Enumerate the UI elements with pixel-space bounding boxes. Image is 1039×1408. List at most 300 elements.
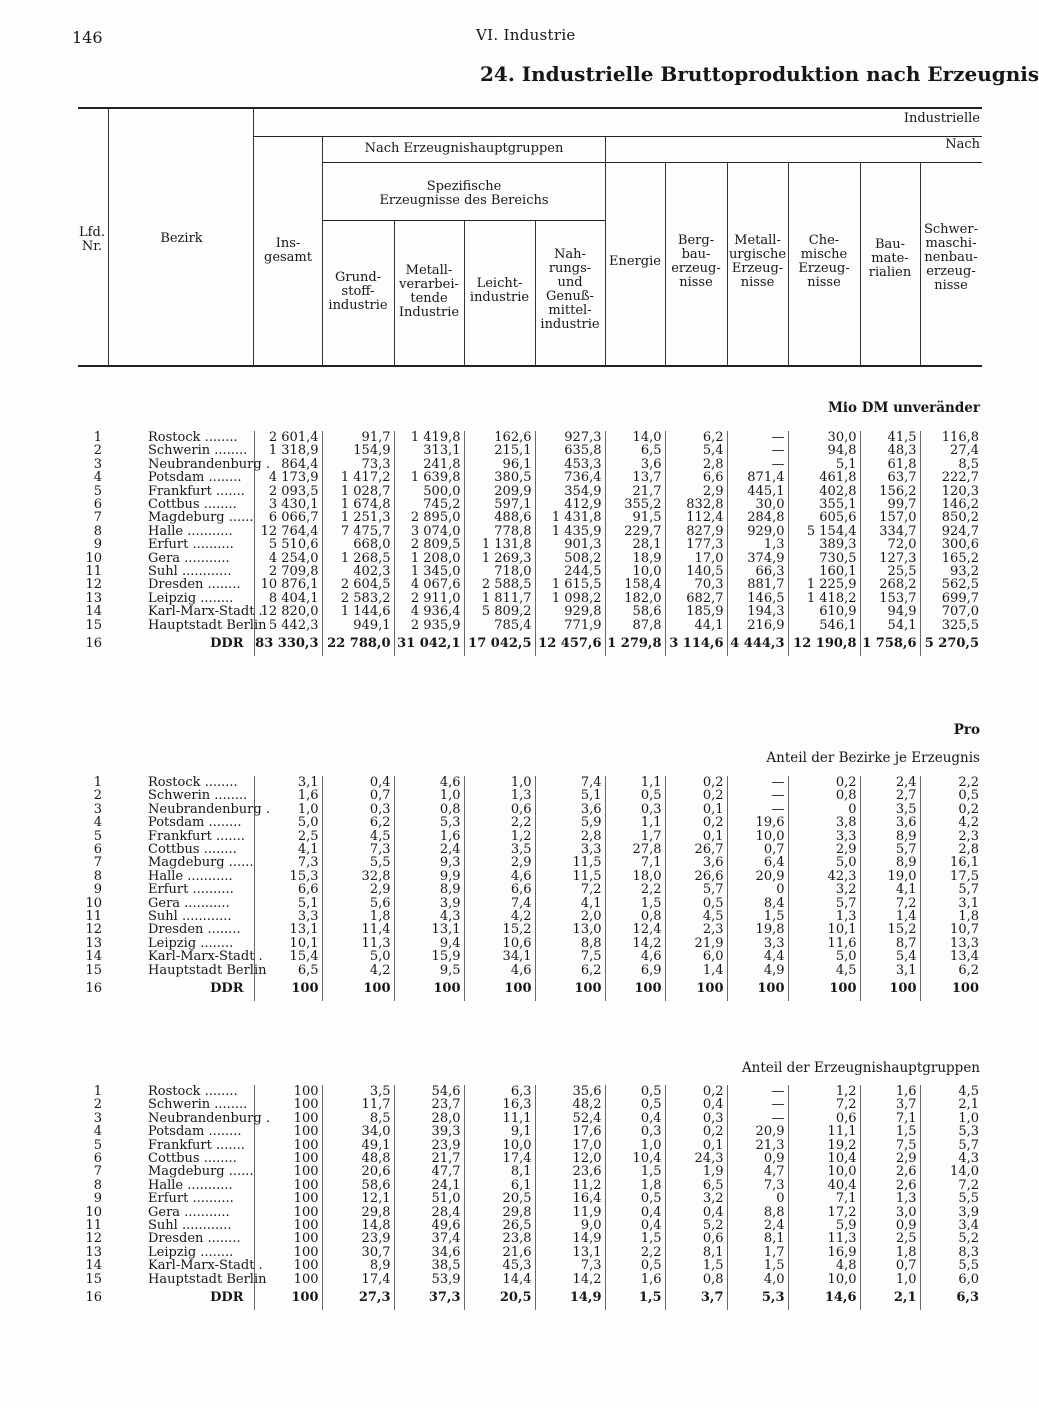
- value-cell: 100: [254, 1219, 322, 1232]
- value-cell: 4,6: [394, 776, 464, 789]
- row-number: 2: [93, 1097, 102, 1113]
- value-cell: 1,5: [727, 910, 788, 923]
- row-number: 16: [85, 981, 102, 997]
- value-cell: 4,1: [535, 897, 605, 910]
- table-row: [80, 1219, 982, 1232]
- table-row: [80, 843, 982, 856]
- header-nach-hauptgruppen: Nach Erzeugnishauptgruppen: [364, 141, 564, 156]
- value-cell: 11,1: [464, 1112, 535, 1125]
- table-row: [80, 1232, 982, 1245]
- section-label-anteil-bezirke: Anteil der Bezirke je Erzeugnis: [766, 750, 980, 766]
- value-cell: 6,3: [464, 1085, 535, 1098]
- value-cell: 6,2: [535, 964, 605, 977]
- value-cell: 3,1: [860, 964, 920, 977]
- value-cell: 1,5: [727, 1259, 788, 1272]
- value-cell: 1 615,5: [535, 578, 605, 591]
- value-cell: 23,9: [394, 1139, 464, 1152]
- header-lfd-nr: Lfd. Nr.: [79, 225, 105, 254]
- page-number: 146: [72, 28, 103, 47]
- value-cell: 0,5: [605, 1085, 665, 1098]
- value-cell: 0,9: [860, 1219, 920, 1232]
- total-cell: 2,1: [860, 1286, 920, 1310]
- bezirk-name: Schwerin ........: [148, 1097, 248, 1113]
- table-row: [80, 431, 982, 444]
- value-cell: 70,3: [665, 578, 727, 591]
- value-cell: 0,8: [605, 910, 665, 923]
- value-cell: 635,8: [535, 444, 605, 457]
- value-cell: 1 417,2: [322, 471, 394, 484]
- row-number: 15: [85, 962, 102, 978]
- value-cell: 1,8: [920, 910, 982, 923]
- value-cell: 736,4: [535, 471, 605, 484]
- value-cell: 20,6: [322, 1165, 394, 1178]
- row-number: 11: [85, 1218, 102, 1234]
- value-cell: 154,9: [322, 444, 394, 457]
- value-cell: 38,5: [394, 1259, 464, 1272]
- header-top-rule: [78, 107, 982, 109]
- value-cell: 6,0: [920, 1273, 982, 1286]
- value-cell: 20,5: [464, 1192, 535, 1205]
- value-cell: 20,9: [727, 870, 788, 883]
- value-cell: 0,2: [665, 776, 727, 789]
- row-number: 7: [93, 1164, 102, 1180]
- value-cell: 4,3: [394, 910, 464, 923]
- total-cell: 100: [665, 977, 727, 1001]
- value-cell: 15,2: [860, 923, 920, 936]
- value-cell: 5,1: [254, 897, 322, 910]
- value-cell: 3,4: [920, 1219, 982, 1232]
- bezirk-name: Leipzig ........: [148, 1244, 234, 1260]
- row-number: 2: [93, 788, 102, 804]
- value-cell: 1,0: [920, 1112, 982, 1125]
- value-cell: 871,4: [727, 471, 788, 484]
- value-cell: 72,0: [860, 538, 920, 551]
- value-cell: 4,4: [727, 950, 788, 963]
- total-cell: 100: [394, 977, 464, 1001]
- value-cell: 3,5: [464, 843, 535, 856]
- row-number: 7: [93, 855, 102, 871]
- table-row: [80, 937, 982, 950]
- value-cell: 5,4: [665, 444, 727, 457]
- value-cell: 26,7: [665, 843, 727, 856]
- bezirk-name: Hauptstadt Berlin: [148, 617, 267, 633]
- row-number: 7: [93, 510, 102, 526]
- value-cell: 389,3: [788, 538, 860, 551]
- value-cell: 15,2: [464, 923, 535, 936]
- value-cell: 73,3: [322, 458, 394, 471]
- value-cell: 2 895,0: [394, 511, 464, 524]
- value-cell: 24,1: [394, 1179, 464, 1192]
- value-cell: 8,9: [860, 830, 920, 843]
- row-number: 4: [93, 470, 102, 486]
- value-cell: 229,7: [605, 525, 665, 538]
- value-cell: 2,8: [665, 458, 727, 471]
- value-cell: 3,3: [727, 937, 788, 950]
- value-cell: 6,5: [665, 1179, 727, 1192]
- value-cell: 8,5: [920, 458, 982, 471]
- value-cell: 4,5: [920, 1085, 982, 1098]
- value-cell: 182,0: [605, 592, 665, 605]
- total-cell: 100: [535, 977, 605, 1001]
- section-label-mio-dm: Mio DM unveränder: [827, 400, 980, 416]
- value-cell: —: [727, 444, 788, 457]
- value-cell: 0,5: [605, 1192, 665, 1205]
- total-cell: 100: [254, 977, 322, 1001]
- value-cell: 5,4: [860, 950, 920, 963]
- value-cell: 44,1: [665, 619, 727, 632]
- bezirk-name: Frankfurt .......: [148, 828, 245, 844]
- value-cell: 49,6: [394, 1219, 464, 1232]
- value-cell: —: [727, 1112, 788, 1125]
- row-number: 4: [93, 815, 102, 831]
- value-cell: 3,7: [860, 1098, 920, 1111]
- total-cell: 100: [788, 977, 860, 1001]
- value-cell: 8,4: [727, 897, 788, 910]
- row-number: 16: [85, 1290, 102, 1306]
- value-cell: 21,7: [605, 485, 665, 498]
- value-cell: 63,7: [860, 471, 920, 484]
- value-cell: 17,4: [464, 1152, 535, 1165]
- table-row: [80, 1273, 982, 1286]
- table-row: [80, 923, 982, 936]
- header-metallverarbeitende: Metall- verarbei- tende Industrie: [398, 263, 460, 320]
- value-cell: 94,9: [860, 605, 920, 618]
- value-cell: 5 510,6: [254, 538, 322, 551]
- value-cell: 3,6: [605, 458, 665, 471]
- value-cell: 5,2: [665, 1219, 727, 1232]
- value-cell: 4 936,4: [394, 605, 464, 618]
- value-cell: 0,3: [322, 803, 394, 816]
- value-cell: 1,7: [605, 830, 665, 843]
- table-row: [80, 511, 982, 524]
- value-cell: 5,5: [322, 856, 394, 869]
- value-cell: 4,7: [727, 1165, 788, 1178]
- value-cell: 4,5: [788, 964, 860, 977]
- header-grundstoff: Grund- stoff- industrie: [328, 270, 388, 313]
- total-row: [80, 977, 982, 1001]
- value-cell: 3 430,1: [254, 498, 322, 511]
- value-cell: 5 442,3: [254, 619, 322, 632]
- value-cell: 100: [254, 1125, 322, 1138]
- value-cell: 1 251,3: [322, 511, 394, 524]
- value-cell: 0,4: [605, 1206, 665, 1219]
- value-cell: 9,3: [394, 856, 464, 869]
- row-number: 9: [93, 882, 102, 898]
- value-cell: 21,7: [394, 1152, 464, 1165]
- value-cell: 5,7: [788, 897, 860, 910]
- value-cell: 15,3: [254, 870, 322, 883]
- row-number: 13: [85, 935, 102, 951]
- value-cell: 605,6: [788, 511, 860, 524]
- value-cell: 546,1: [788, 619, 860, 632]
- value-cell: 14,0: [920, 1165, 982, 1178]
- value-cell: 6,2: [920, 964, 982, 977]
- value-cell: 355,1: [788, 498, 860, 511]
- value-cell: 355,2: [605, 498, 665, 511]
- value-cell: 26,5: [464, 1219, 535, 1232]
- value-cell: 2,8: [920, 843, 982, 856]
- row-number: 16: [85, 636, 102, 652]
- total-cell: 14,9: [535, 1286, 605, 1310]
- row-number: 5: [93, 483, 102, 499]
- data-table-mio-dm: [80, 431, 982, 656]
- section-prelabel-pro: Pro: [953, 722, 980, 738]
- total-label: DDR: [210, 636, 244, 652]
- value-cell: 1 225,9: [788, 578, 860, 591]
- value-cell: 4,1: [860, 883, 920, 896]
- total-cell: 100: [727, 977, 788, 1001]
- total-cell: 27,3: [322, 1286, 394, 1310]
- value-cell: 771,9: [535, 619, 605, 632]
- value-cell: 1,5: [605, 1232, 665, 1245]
- value-cell: 8,1: [727, 1232, 788, 1245]
- value-cell: 94,8: [788, 444, 860, 457]
- row-number: 12: [85, 577, 102, 593]
- value-cell: 2,3: [920, 830, 982, 843]
- table-row: [80, 1165, 982, 1178]
- row-number: 6: [93, 1151, 102, 1167]
- value-cell: 1,3: [788, 910, 860, 923]
- table-row: [80, 592, 982, 605]
- value-cell: 2 601,4: [254, 431, 322, 444]
- total-label: DDR: [210, 981, 244, 997]
- value-cell: 929,8: [535, 605, 605, 618]
- value-cell: 99,7: [860, 498, 920, 511]
- value-cell: 10 876,1: [254, 578, 322, 591]
- value-cell: 19,6: [727, 816, 788, 829]
- value-cell: 2,9: [788, 843, 860, 856]
- value-cell: 6,6: [665, 471, 727, 484]
- value-cell: 209,9: [464, 485, 535, 498]
- value-cell: 9,4: [394, 937, 464, 950]
- row-number: 8: [93, 868, 102, 884]
- value-cell: 100: [254, 1273, 322, 1286]
- bezirk-name: Erfurt ..........: [148, 537, 234, 553]
- row-number: 8: [93, 523, 102, 539]
- row-number: 6: [93, 497, 102, 513]
- value-cell: 8,7: [860, 937, 920, 950]
- value-cell: 1,8: [860, 1246, 920, 1259]
- value-cell: 4,9: [727, 964, 788, 977]
- value-cell: 1,4: [860, 910, 920, 923]
- bezirk-name: Schwerin ........: [148, 443, 248, 459]
- value-cell: 0,5: [605, 789, 665, 802]
- value-cell: 9,1: [464, 1125, 535, 1138]
- header-energie: Energie: [609, 254, 661, 269]
- value-cell: 9,0: [535, 1219, 605, 1232]
- value-cell: 4,8: [788, 1259, 860, 1272]
- value-cell: 17,2: [788, 1206, 860, 1219]
- value-cell: 216,9: [727, 619, 788, 632]
- value-cell: 13,0: [535, 923, 605, 936]
- row-number: 3: [93, 1110, 102, 1126]
- header-bezirk: Bezirk: [160, 231, 203, 246]
- value-cell: 864,4: [254, 458, 322, 471]
- value-cell: 45,3: [464, 1259, 535, 1272]
- value-cell: 5 809,2: [464, 605, 535, 618]
- value-cell: 4,5: [665, 910, 727, 923]
- header-chemische: Che- mische Erzeug- nisse: [798, 233, 850, 290]
- value-cell: 2,5: [254, 830, 322, 843]
- bezirk-name: Gera ...........: [148, 1204, 230, 1220]
- value-cell: 53,9: [394, 1273, 464, 1286]
- value-cell: 1,5: [605, 897, 665, 910]
- value-cell: 28,1: [605, 538, 665, 551]
- total-cell: 3,7: [665, 1286, 727, 1310]
- value-cell: 91,5: [605, 511, 665, 524]
- value-cell: 5,7: [860, 843, 920, 856]
- total-cell: 3 114,6: [665, 632, 727, 656]
- value-cell: 5,5: [920, 1259, 982, 1272]
- table-row: [80, 1152, 982, 1165]
- total-cell: 37,3: [394, 1286, 464, 1310]
- value-cell: 5,1: [535, 789, 605, 802]
- value-cell: 313,1: [394, 444, 464, 457]
- value-cell: 2,4: [394, 843, 464, 856]
- bezirk-name: Rostock ........: [148, 1084, 238, 1099]
- value-cell: 0,2: [788, 776, 860, 789]
- bezirk-name: Gera ...........: [148, 895, 230, 911]
- value-cell: 215,1: [464, 444, 535, 457]
- table-row: [80, 1206, 982, 1219]
- value-cell: 17,4: [322, 1273, 394, 1286]
- table-row: [80, 897, 982, 910]
- value-cell: 91,7: [322, 431, 394, 444]
- value-cell: 3,9: [394, 897, 464, 910]
- row-number: 13: [85, 1244, 102, 1260]
- bezirk-name: Potsdam ........: [148, 815, 242, 831]
- bezirk-name: Suhl ............: [148, 909, 232, 925]
- value-cell: 0,9: [727, 1152, 788, 1165]
- bezirk-name: Rostock ........: [148, 775, 238, 790]
- value-cell: 100: [254, 1206, 322, 1219]
- table-row: [80, 776, 982, 789]
- value-cell: 850,2: [920, 511, 982, 524]
- table-row: [80, 1192, 982, 1205]
- row-number: 10: [85, 1204, 102, 1220]
- value-cell: 461,8: [788, 471, 860, 484]
- value-cell: 718,0: [464, 565, 535, 578]
- value-cell: 54,6: [394, 1085, 464, 1098]
- value-cell: 16,4: [535, 1192, 605, 1205]
- value-cell: 47,7: [394, 1165, 464, 1178]
- row-number: 5: [93, 1137, 102, 1153]
- table-row: [80, 1085, 982, 1098]
- table-row: [80, 1259, 982, 1272]
- bezirk-name: Cottbus ........: [148, 842, 237, 858]
- value-cell: 24,3: [665, 1152, 727, 1165]
- value-cell: 0,4: [322, 776, 394, 789]
- value-cell: 5,6: [322, 897, 394, 910]
- value-cell: 1,0: [605, 1139, 665, 1152]
- value-cell: 2 588,5: [464, 578, 535, 591]
- header-vrule: [322, 137, 323, 365]
- value-cell: 15,9: [394, 950, 464, 963]
- value-cell: 610,9: [788, 605, 860, 618]
- total-cell: 31 042,1: [394, 632, 464, 656]
- value-cell: 1,0: [394, 789, 464, 802]
- row-number: 4: [93, 1124, 102, 1140]
- value-cell: 6 066,7: [254, 511, 322, 524]
- value-cell: 194,3: [727, 605, 788, 618]
- row-number: 9: [93, 1191, 102, 1207]
- header-baumaterialien: Bau- mate- rialien: [868, 237, 912, 280]
- value-cell: 3,6: [665, 856, 727, 869]
- value-cell: 100: [254, 1098, 322, 1111]
- value-cell: —: [727, 1085, 788, 1098]
- table-row: [80, 578, 982, 591]
- row-number: 11: [85, 564, 102, 580]
- value-cell: 2 911,0: [394, 592, 464, 605]
- value-cell: 354,9: [535, 485, 605, 498]
- value-cell: 2,2: [605, 883, 665, 896]
- value-cell: 8,8: [727, 1206, 788, 1219]
- bezirk-name: Neubrandenburg .: [148, 801, 270, 817]
- value-cell: 0: [788, 803, 860, 816]
- value-cell: 156,2: [860, 485, 920, 498]
- value-cell: 8,1: [464, 1165, 535, 1178]
- value-cell: 300,6: [920, 538, 982, 551]
- value-cell: 0,8: [788, 789, 860, 802]
- value-cell: 10,1: [254, 937, 322, 950]
- table-row: [80, 471, 982, 484]
- value-cell: 5,9: [788, 1219, 860, 1232]
- value-cell: 13,4: [920, 950, 982, 963]
- bezirk-name: Magdeburg ......: [148, 510, 254, 526]
- value-cell: 6,5: [254, 964, 322, 977]
- header-insgesamt: Ins- gesamt: [264, 236, 312, 265]
- value-cell: 3,1: [254, 776, 322, 789]
- bezirk-name: Gera ...........: [148, 550, 230, 566]
- value-cell: 325,5: [920, 619, 982, 632]
- value-cell: 380,5: [464, 471, 535, 484]
- value-cell: 1,3: [464, 789, 535, 802]
- value-cell: 18,0: [605, 870, 665, 883]
- value-cell: 1 811,7: [464, 592, 535, 605]
- total-row: [80, 632, 982, 656]
- value-cell: 21,9: [665, 937, 727, 950]
- value-cell: 0,4: [605, 1112, 665, 1125]
- row-number: 5: [93, 828, 102, 844]
- value-cell: 11,5: [535, 870, 605, 883]
- value-cell: 334,7: [860, 525, 920, 538]
- bezirk-name: Neubrandenburg .: [148, 456, 270, 472]
- value-cell: 127,3: [860, 552, 920, 565]
- value-cell: 1,5: [665, 1259, 727, 1272]
- value-cell: 4,2: [464, 910, 535, 923]
- value-cell: 0,4: [605, 1219, 665, 1232]
- value-cell: 1,7: [727, 1246, 788, 1259]
- total-cell: 17 042,5: [464, 632, 535, 656]
- row-number: 11: [85, 909, 102, 925]
- value-cell: 5,3: [920, 1125, 982, 1138]
- value-cell: 5,9: [535, 816, 605, 829]
- bezirk-name: Halle ...........: [148, 1177, 233, 1193]
- value-cell: 2,0: [535, 910, 605, 923]
- value-cell: 0,8: [394, 803, 464, 816]
- value-cell: 6,2: [322, 816, 394, 829]
- value-cell: 10,0: [788, 1165, 860, 1178]
- value-cell: 140,5: [665, 565, 727, 578]
- value-cell: 0,6: [788, 1112, 860, 1125]
- table-row: [80, 883, 982, 896]
- value-cell: 1,2: [788, 1085, 860, 1098]
- value-cell: 668,0: [322, 538, 394, 551]
- value-cell: 901,3: [535, 538, 605, 551]
- value-cell: 30,0: [727, 498, 788, 511]
- value-cell: 222,7: [920, 471, 982, 484]
- value-cell: 58,6: [322, 1179, 394, 1192]
